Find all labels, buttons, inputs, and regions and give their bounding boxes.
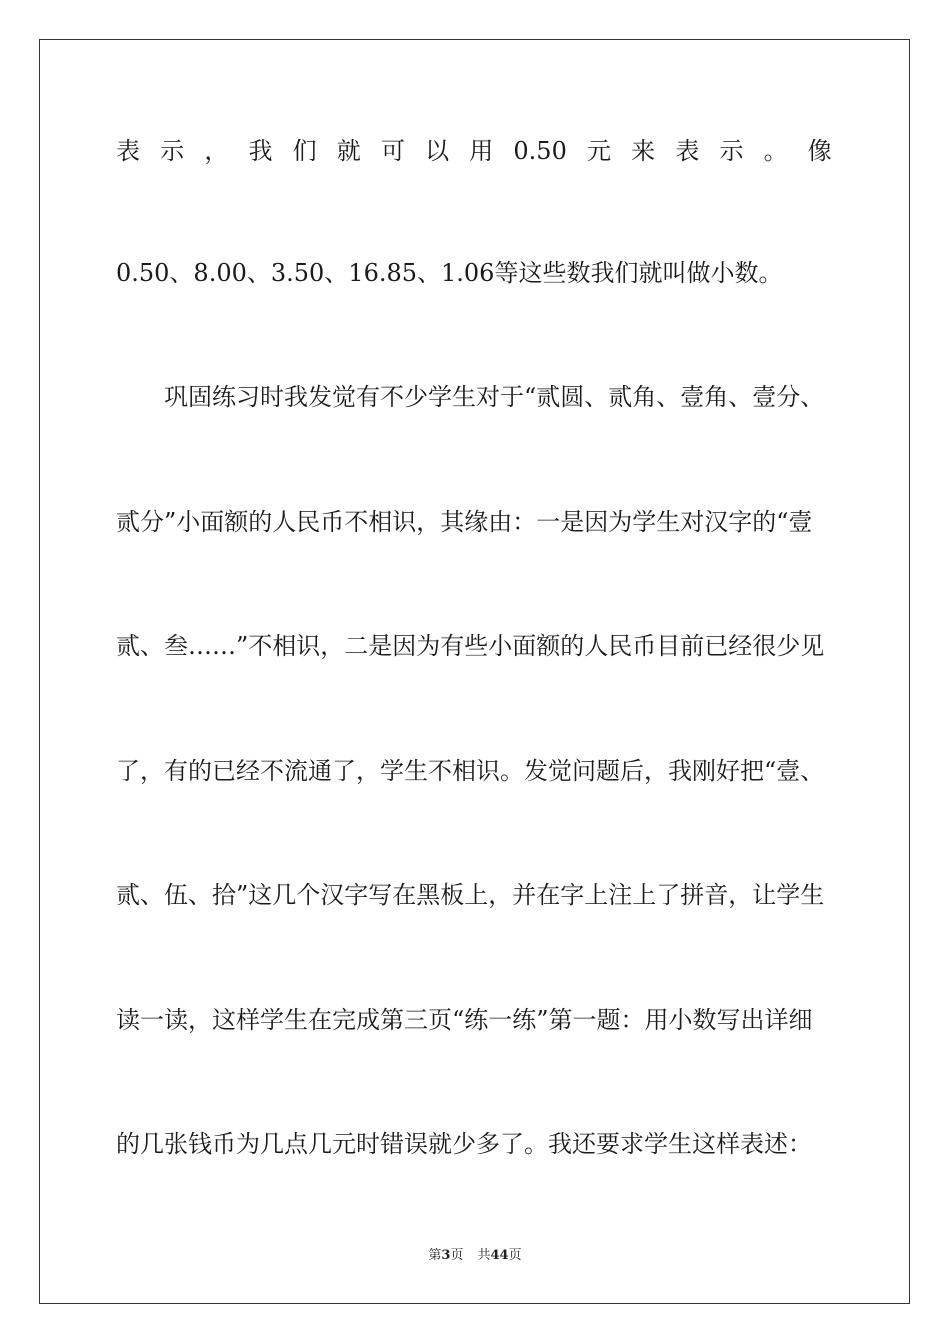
line1-token: 表 <box>675 137 700 165</box>
body-line-1 <box>116 136 832 166</box>
body-line-7: 贰、伍、拾”这几个汉字写在黑板上，并在字上注上了拼音，让学生 <box>116 881 825 909</box>
line1-token: 像 <box>807 137 832 165</box>
paragraph-start-line: 巩固练习时我发觉有不少学生对于“贰圆、贰角、壹角、壹分、 <box>164 383 825 411</box>
line1-token: 以 <box>425 137 450 165</box>
page-footer <box>0 1248 950 1264</box>
line1-token: 我 <box>248 137 273 165</box>
line1-token: 可 <box>380 137 405 165</box>
body-line-5: 贰、叁……”不相识，二是因为有些小面额的人民币目前已经很少见 <box>116 632 825 660</box>
body-line-8: 读一读，这样学生在完成第三页“练一练”第一题：用小数写出详细 <box>116 1006 813 1034</box>
line1-token: 用 <box>469 137 494 165</box>
line1-token: 元 <box>587 137 611 165</box>
footer-page-prefix: 第 <box>428 1248 442 1263</box>
line1-token: 示 <box>160 137 185 165</box>
line1-token: 就 <box>336 137 361 165</box>
line1-token: 表 <box>116 137 140 165</box>
footer-total-suffix: 页 <box>508 1248 522 1263</box>
page-border <box>39 39 910 1304</box>
footer-page-suffix: 页 <box>450 1248 464 1263</box>
body-line-4: 贰分”小面额的人民币不相识，其缘由：一是因为学生对汉字的“壹 <box>116 508 813 536</box>
footer-total-pages: 44 <box>490 1248 509 1263</box>
body-line-2: 0.50、8.00、3.50、16.85、1.06等这些数我们就叫做小数。 <box>116 259 783 287</box>
line1-token: 示 <box>719 137 744 165</box>
line1-token: 来 <box>631 137 656 165</box>
body-line-6: 了，有的已经不流通了，学生不相识。发觉问题后，我刚好把“壹、 <box>116 757 825 785</box>
line1-token: 0.50 <box>513 137 567 165</box>
footer-current-page: 3 <box>441 1248 451 1263</box>
body-line-9: 的几张钱币为几点几元时错误就少多了。我还要求学生这样表述： <box>116 1130 812 1158</box>
footer-total-prefix: 共 <box>477 1248 491 1263</box>
line1-token: 。 <box>763 137 788 165</box>
line1-token: ， <box>204 137 229 165</box>
line1-token: 们 <box>292 137 317 165</box>
